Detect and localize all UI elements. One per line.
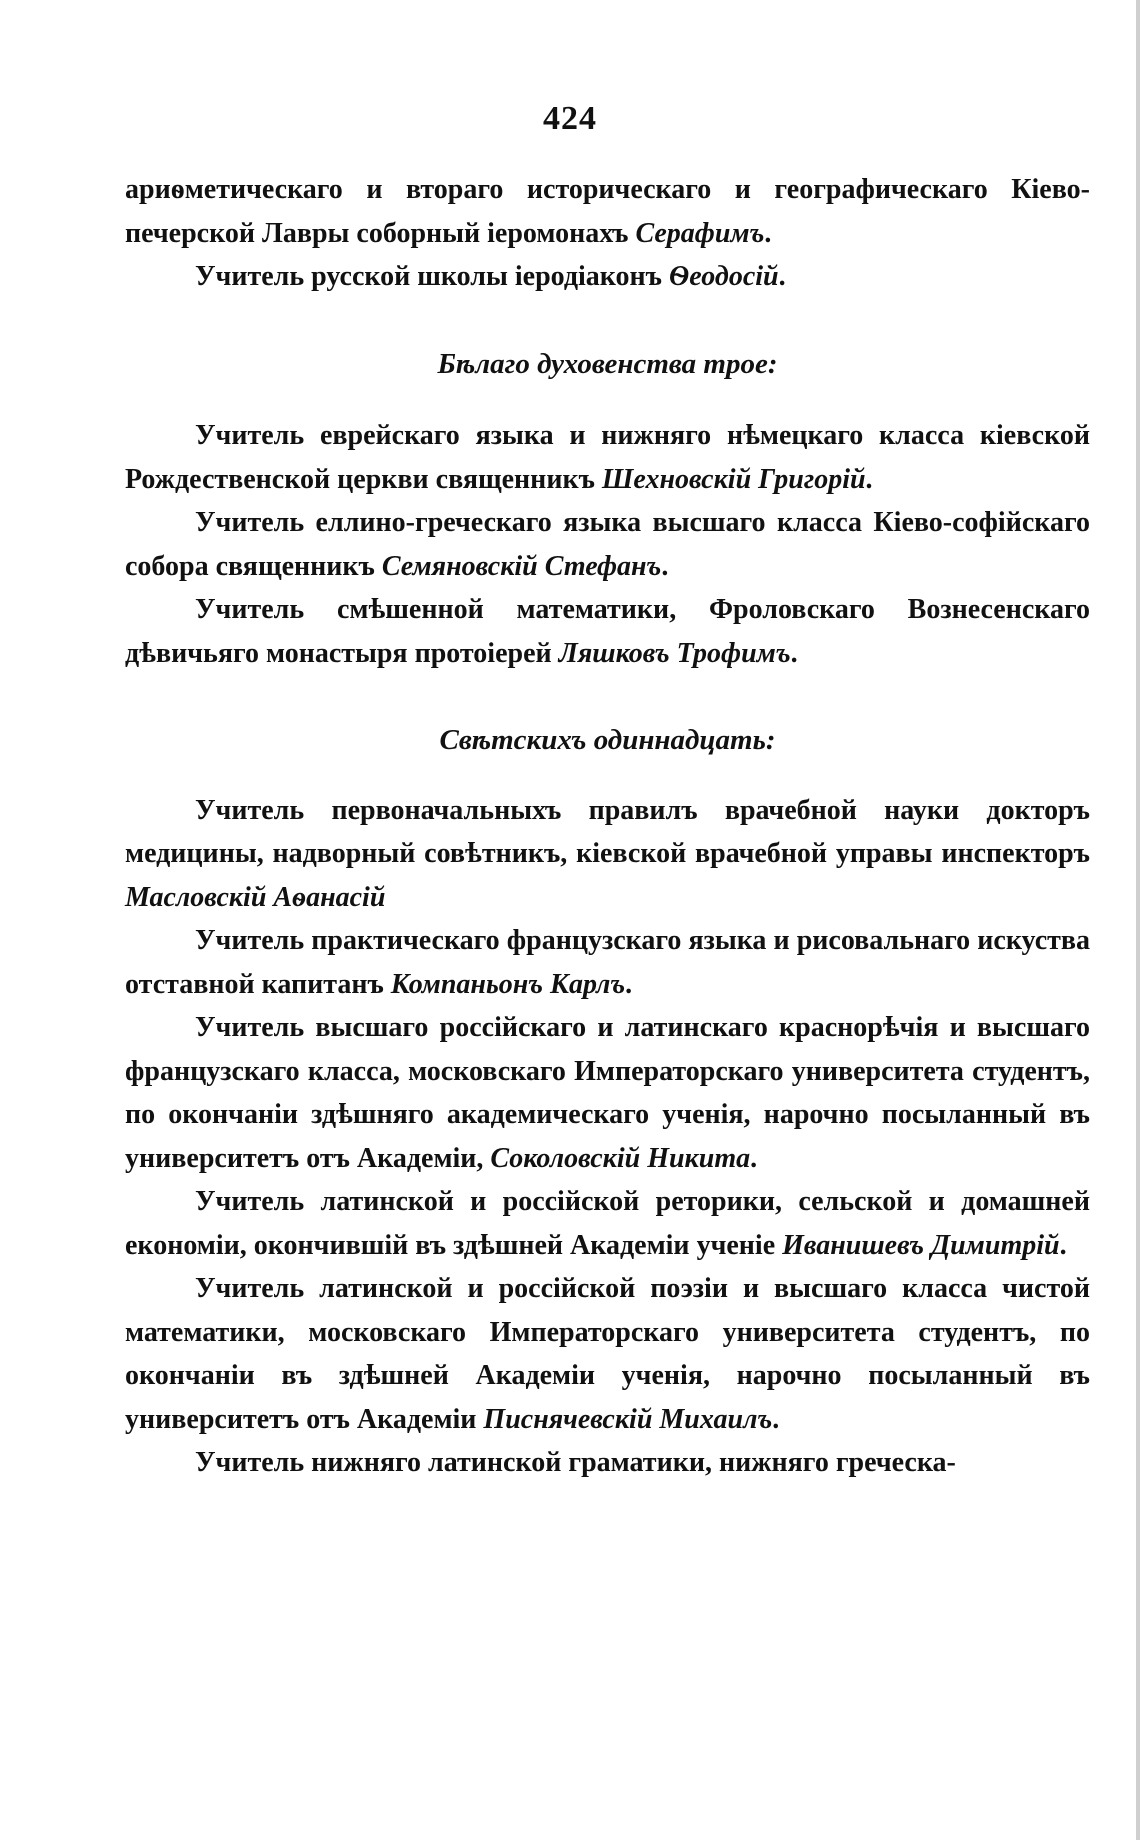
paragraph: Учитель высшаго россійскаго и латинскаго краснорѣчія и высшаго французскаго класса, московскаго Императорскаго университета студентъ, по окончаніи здѣшняго академическаго ученія, нарочно посыланный въ университетъ отъ Академіи, Соколовскій Никита. <box>125 1012 1090 1174</box>
page-edge <box>1136 0 1140 1840</box>
person-name: Иванишевъ Димитрій <box>782 1229 1060 1261</box>
page-body <box>125 168 1090 1485</box>
paragraph: Учитель первоначальныхъ правилъ врачебной науки докторъ медицины, надворный совѣтникъ, кіевской врачебной управы инспекторъ Масловскій Аѳанасій <box>125 794 1090 913</box>
person-name: Масловскій Аѳанасій <box>125 881 386 913</box>
paragraph: Учитель латинской и россійской поэзіи и высшаго класса чистой математики, московскаго Императорскаго университета студентъ, по окончаніи въ здѣшней Академіи ученія, нарочно посыланный въ университетъ отъ Академіи Писнячевскій Михаилъ. <box>125 1273 1090 1435</box>
paragraph: Учитель еллино-греческаго языка высшаго класса Кіево-софійскаго собора священникъ Семяновскій Стефанъ. <box>125 507 1090 582</box>
paragraph: Учитель практическаго французскаго языка и рисовальнаго искуства отставной капитанъ Компаньонъ Карлъ. <box>125 925 1090 1000</box>
person-name: Серафимъ <box>635 217 765 249</box>
section-heading-white-clergy: Бѣлаго духовенства трое: <box>437 347 778 380</box>
paragraph: Учитель еврейскаго языка и нижняго нѣмецкаго класса кіевской Рождественской церкви священникъ Шехновскій Григорій. <box>125 420 1090 495</box>
person-name: Соколовскій Никита <box>490 1142 751 1174</box>
paragraph: Учитель русской школы іеродіаконъ Ѳеодосій. <box>195 261 786 292</box>
person-name: Компаньонъ Карлъ <box>390 968 626 1000</box>
section-heading-secular: Свѣтскихъ одиннадцать: <box>439 724 776 756</box>
person-name: Ѳеодосій <box>669 261 779 292</box>
paragraph: ариѳметическаго и втораго историческаго и географическаго Кіево-печерской Лавры соборный іеромонахъ Серафимъ. <box>125 174 1090 249</box>
person-name: Ляшковъ Трофимъ <box>558 637 791 669</box>
page-number: 424 <box>543 100 597 137</box>
paragraph: Учитель нижняго латинской граматики, нижняго греческа- <box>195 1447 956 1478</box>
person-name: Шехновскій Григорій <box>601 463 866 495</box>
person-name: Писнячевскій Михаилъ <box>483 1403 773 1435</box>
paragraph: Учитель смѣшенной математики, Фроловскаго Вознесенскаго дѣвичьяго монастыря протоіерей Ляшковъ Трофимъ. <box>125 594 1090 669</box>
paragraph: Учитель латинской и россійской реторики, сельской и домашней економіи, окончившій въ здѣшней Академіи ученіе Иванишевъ Димитрій. <box>125 1186 1090 1261</box>
person-name: Семяновскій Стефанъ <box>381 550 662 582</box>
